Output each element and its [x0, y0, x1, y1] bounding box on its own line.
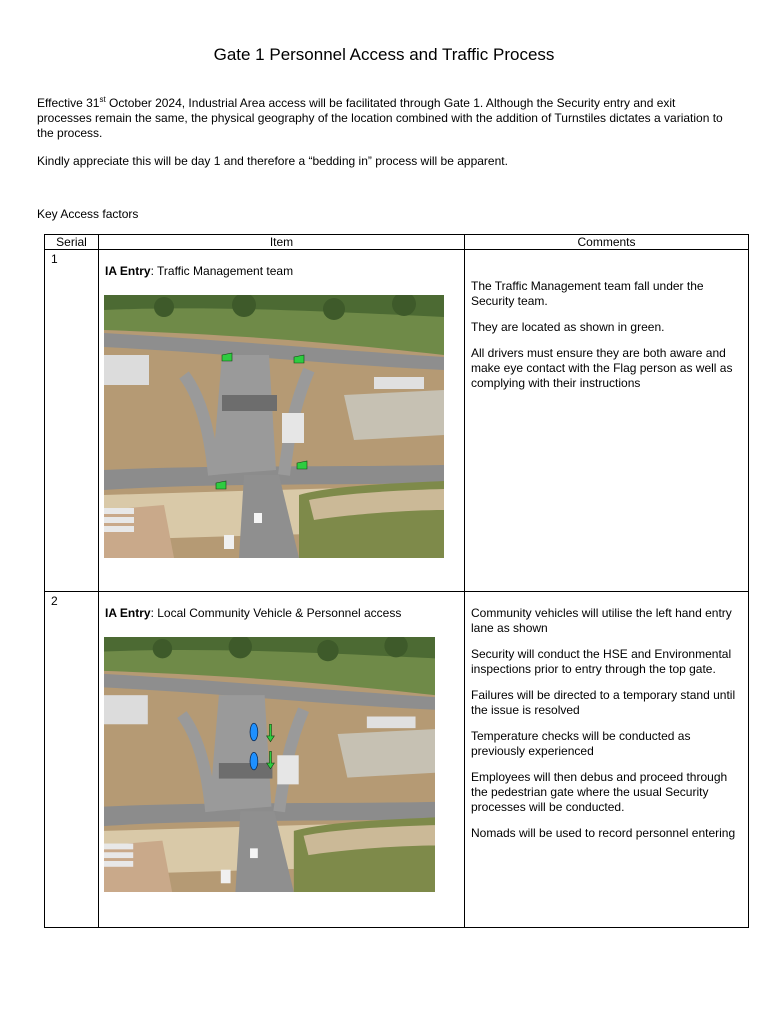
comment-text: Security will conduct the HSE and Environmental inspections prior to entry through the top gate.: [471, 647, 732, 676]
comment-text: Temperature checks will be conducted as previously experienced: [471, 729, 691, 758]
comments-cell: [465, 250, 749, 592]
document-title: Gate 1 Personnel Access and Traffic Process: [213, 45, 555, 64]
section-label: Key Access factors: [37, 207, 139, 221]
comment-text: The Traffic Management team fall under the Security team.: [471, 279, 704, 308]
comment-text: Nomads will be used to record personnel entering: [471, 826, 736, 840]
aerial-photo-community-access: [104, 637, 435, 892]
serial-cell: 2: [45, 592, 99, 928]
header-comments: Comments: [465, 235, 749, 250]
item-heading: IA Entry: Traffic Management team: [105, 264, 294, 278]
serial-cell: 1: [45, 250, 99, 592]
table-row: [45, 250, 749, 592]
vehicle-lane-marker: [250, 723, 258, 740]
header-serial: Serial: [45, 235, 99, 250]
comment-text: All drivers must ensure they are both aware and make eye contact with the Flag person as well as complying with their instructions: [471, 346, 733, 390]
comments-cell: [465, 592, 749, 928]
key-access-table: [44, 234, 749, 928]
header-item: Item: [99, 235, 465, 250]
table-row: [45, 592, 749, 928]
comment-text: Employees will then debus and proceed through the pedestrian gate where the usual Security processes will be conducted.: [471, 770, 728, 814]
comment-text: They are located as shown in green.: [471, 320, 665, 334]
table-header-row: [45, 235, 749, 250]
vehicle-lane-marker: [250, 752, 258, 769]
item-cell: [99, 250, 465, 592]
intro-paragraph: Effective 31st October 2024, Industrial Area access will be facilitated through Gate 1. Although the Security entry and exit processes remain the same, the physical geography of the location combined with the addition of Turnstiles dictates a variation to the process.: [37, 95, 723, 140]
aerial-photo-traffic-team: [104, 295, 444, 558]
item-cell: [99, 592, 465, 928]
comment-text: Failures will be directed to a temporary stand until the issue is resolved: [471, 688, 736, 717]
comment-text: Community vehicles will utilise the left hand entry lane as shown: [471, 606, 732, 635]
item-heading: IA Entry: Local Community Vehicle & Personnel access: [105, 606, 402, 620]
bedding-in-note: Kindly appreciate this will be day 1 and therefore a “bedding in” process will be apparent.: [37, 154, 508, 168]
